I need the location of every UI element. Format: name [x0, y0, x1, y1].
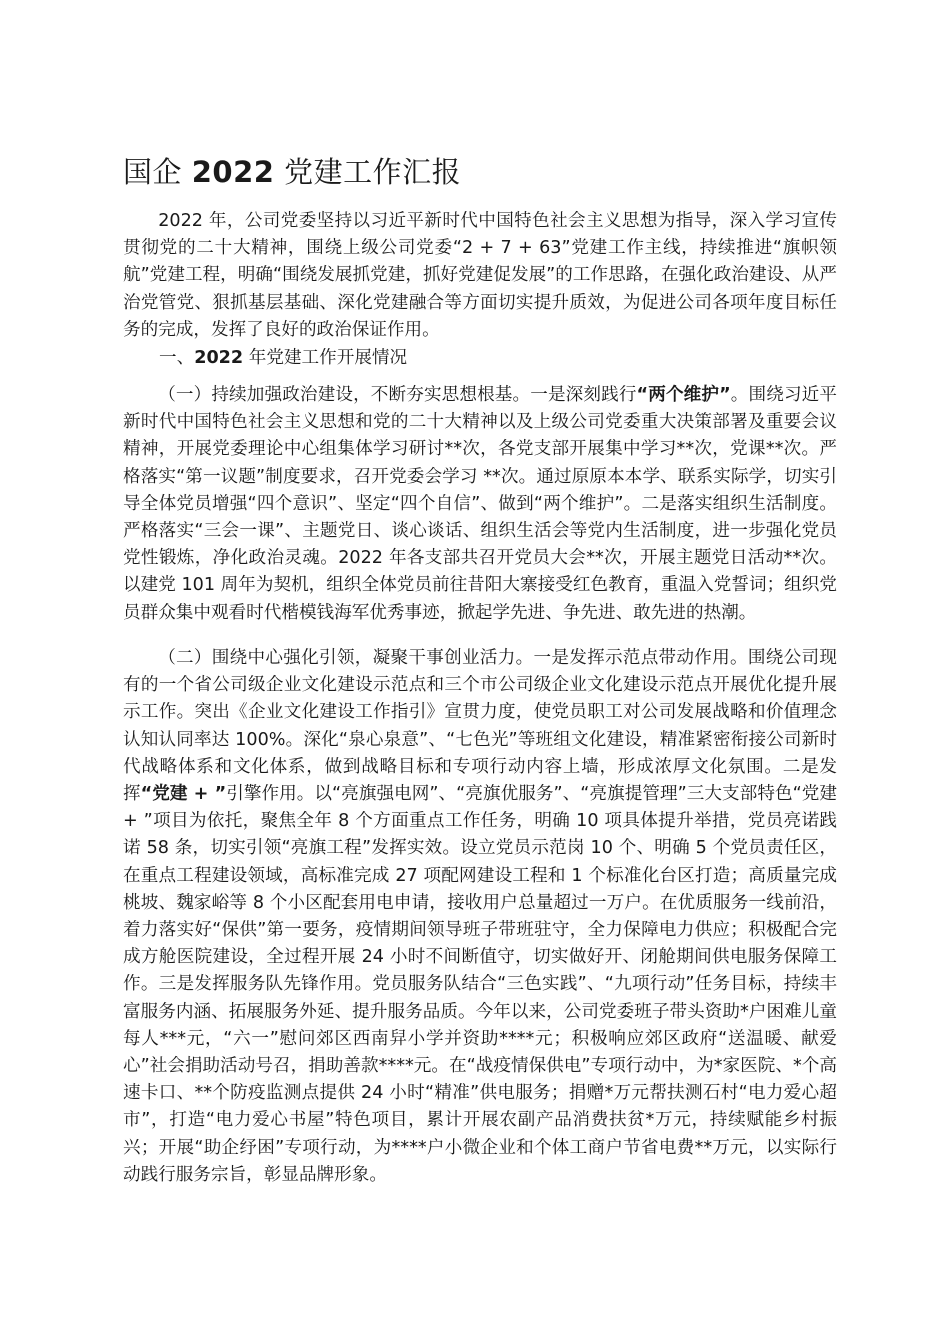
section-heading-suffix: 年党建工作开展情况	[243, 348, 408, 368]
title-suffix: 党建工作汇报	[274, 155, 462, 189]
paragraph-1-body: 。围绕习近平新时代中国特色社会主义思想和党的二十大精神以及上级公司党委重大决策部署及重要会议精神，开展党委理论中心组集体学习研讨**次，各党支部开展集中学习**次，党课**次。严格落实“第一议题”制度要求，召开党委会学习 **次。通过原原本本学、联系实际学，切实引导全体党员增强“四个意识”、坚定“四个自信”、做到“两个维护”。二是落实组织生活制度。严格落实“三会一课”、主题党日、谈心谈话、组织生活会等党内生活制度，进一步强化党员党性锻炼，净化政治灵魂。2022 年各支部共召开党员大会**次，开展主题党日活动**次。以建党 101 周年为契机，组织全体党员前往昔阳大寨接受红色教育，重温入党誓词；组织党员群众集中观看时代楷模钱海军优秀事迹，掀起学先进、争先进、敢先进的热潮。	[123, 385, 837, 623]
title-prefix: 国企	[123, 155, 192, 189]
section-heading-1	[159, 345, 873, 372]
section-heading-year: 2022	[194, 348, 244, 368]
paragraph-1-lead: （一）持续加强政治建设，不断夯实思想根基。一是深刻践行	[158, 385, 637, 405]
paragraph-2-body: 引擎作用。以“亮旗强电网”、“亮旗优服务”、“亮旗提管理”三大支部特色“党建 + ”项目为依托，聚焦全年 8 个方面重点工作任务，明确 10 项具体提升举措，党员亮诺践诺 58 条，切实引领“亮旗工程”发挥实效。设立党员示范岗 10 个、明确 5 个党员责任区，在重点工程建设领域，高标准完成 27 项配网建设工程和 1 个标准化台区打造；高质量完成桃坡、魏家峪等 8 个小区配套用电申请，接收用户总量超过一万户。在优质服务一线前沿，着力落实好“保供”第一要务，疫情期间领导班子带班驻守，全力保障电力供应；积极配合完成方舱医院建设，全过程开展 24 小时不间断值守，切实做好开、闭舱期间供电服务保障工作。三是发挥服务队先锋作用。党员服务队结合“三色实践”、“九项行动”任务目标，持续丰富服务内涵、拓展服务外延、提升服务品质。今年以来，公司党委班子带头资助*户困难儿童每人***元，“六一”慰问郊区西南舁小学并资助****元；积极响应郊区政府“送温暖、献爱心”社会捐助活动号召，捐助善款****元。在“战疫情保供电”专项行动中，为*家医院、*个高速卡口、**个防疫监测点提供 24 小时“精准”供电服务；捐赠*万元帮扶测石村“电力爱心超市”，打造“电力爱心书屋”特色项目，累计开展农副产品消费扶贫*万元，持续赋能乡村振兴；开展“助企纾困”专项行动，为****户小微企业和个体工商户节省电费**万元，以实际行动践行服务宗旨，彰显品牌形象。	[123, 784, 837, 1185]
paragraph-2-emphasis: “党建 + ”	[140, 784, 227, 805]
paragraph-1-emphasis: “两个维护”	[636, 385, 731, 405]
intro-paragraph: 2022 年，公司党委坚持以习近平新时代中国特色社会主义思想为指导，深入学习宣传贯彻党的二十大精神，围绕上级公司党委“2 + 7 + 63”党建工作主线，持续推进“旗帜领航”党建工程，明确“围绕发展抓党建，抓好党建促发展”的工作思路，在强化政治建设、从严治党管党、狠抓基层基础、深化党建融合等方面切实提升质效，为促进公司各项年度目标任务的完成，发挥了良好的政治保证作用。	[123, 211, 837, 340]
paragraph-central-leadership	[123, 645, 837, 1189]
section-heading-prefix: 一、	[159, 348, 195, 368]
paragraph-2-lead: （二）围绕中心强化引领，凝聚干事创业活力。一是发挥示范点带动作用。围绕公司现有的一个省公司级企业文化建设示范点和三个市公司级企业文化建设示范点开展优化提升展示工作。突出《企业文化建设工作指引》宣贯力度，使党员职工对公司发展战略和价值理念认知认同率达 100%。深化“泉心泉意”、“七色光”等班组文化建设，精准紧密衔接公司新时代战略体系和文化体系，做到战略目标和专项行动内容上墙，形成浓厚文化氛围。二是发挥	[123, 648, 837, 805]
paragraph-political-building	[123, 382, 837, 627]
title-year: 2022	[191, 155, 275, 189]
document-title	[123, 150, 461, 191]
